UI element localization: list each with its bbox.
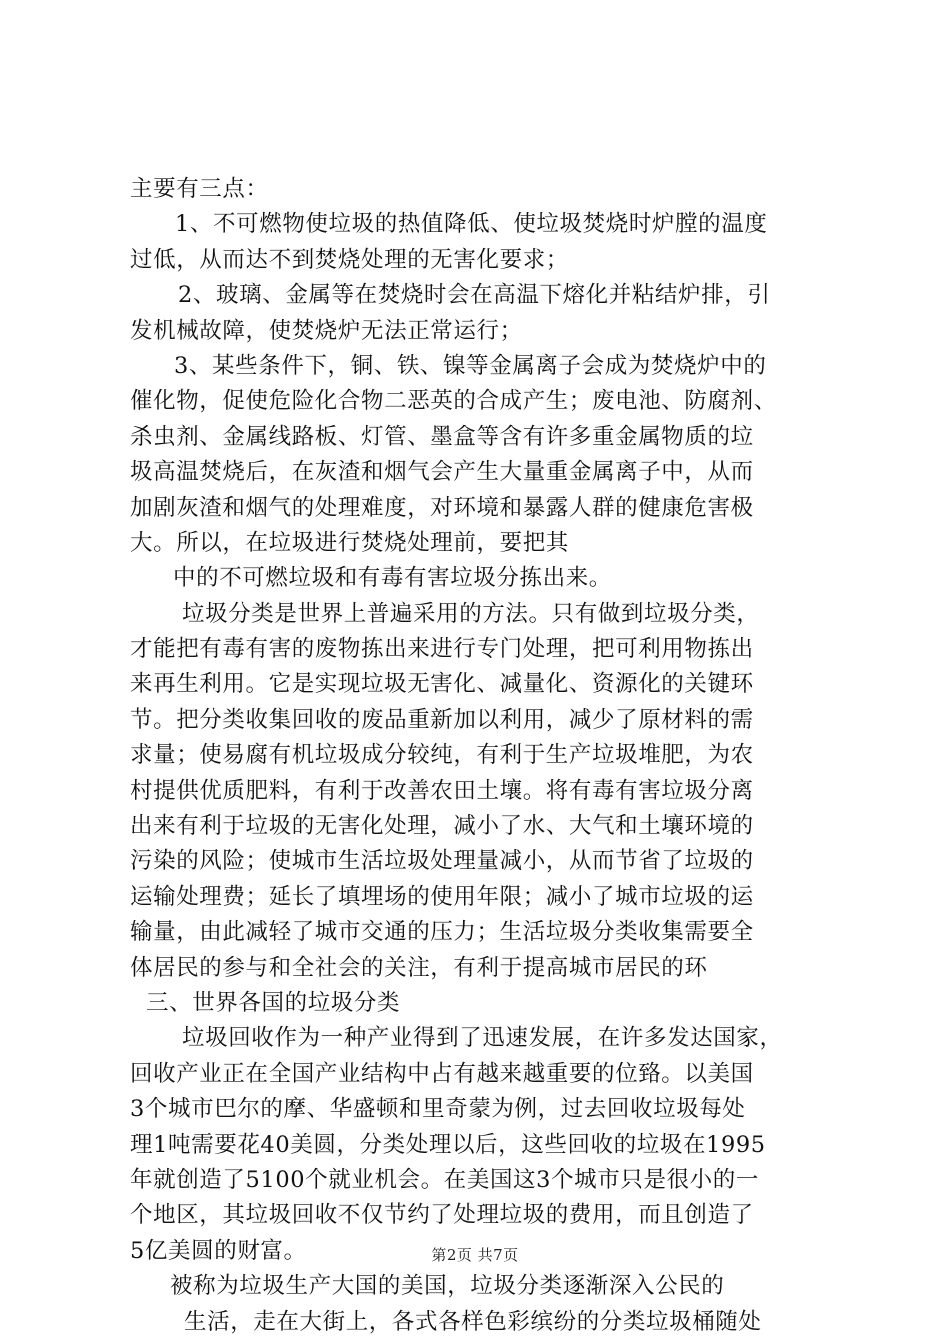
text-line: 出来有利于垃圾的无害化处理，减小了水、大气和土壤环境的 [130, 813, 754, 840]
text-line: 加剧灰渣和烟气的处理难度，对环境和暴露人群的健康危害极 [130, 494, 754, 521]
body-text [130, 172, 830, 1340]
text-line: 村提供优质肥料，有利于改善农田土壤。将有毒有害垃圾分离 [130, 777, 754, 804]
text-line: 回收产业正在全国产业结构中占有越来越重要的位臵。以美国 [130, 1060, 754, 1087]
text-line: 3、某些条件下，铜、铁、镍等金属离子会成为焚烧炉中的 [174, 352, 767, 379]
text-line: 输量，由此减轻了城市交通的压力；生活垃圾分类收集需要全 [130, 919, 754, 946]
text-line: 1、不可燃物使垃圾的热值降低、使垃圾焚烧时炉膛的温度 [175, 211, 768, 238]
text-line: 求量；使易腐有机垃圾成分较纯，有利于生产垃圾堆肥，为农 [130, 742, 754, 769]
text-line: 污染的风险；使城市生活垃圾处理量减小，从而节省了垃圾的 [130, 848, 754, 875]
text-line: 杀虫剂、金属线路板、灯管、墨盒等含有许多重金属物质的垃 [130, 423, 754, 450]
text-line: 理1吨需要花40美圆，分类处理以后，这些回收的垃圾在1995 [130, 1131, 766, 1158]
text-line: 过低，从而达不到焚烧处理的无害化要求； [130, 246, 569, 273]
text-line: 2、玻璃、金属等在焚烧时会在高温下熔化并粘结炉排，引 [178, 282, 771, 309]
text-line: 主要有三点： [130, 176, 269, 202]
text-line: 大。所以，在垃圾进行焚烧处理前，要把其 [130, 529, 569, 556]
text-line: 运输处理费；延长了填埋场的使用年限；减小了城市垃圾的运 [130, 883, 754, 910]
text-line: 发机械故障，使焚烧炉无法正常运行； [130, 317, 523, 344]
text-line: 才能把有毒有害的废物拣出来进行专门处理，把可利用物拣出 [130, 636, 754, 663]
text-line: 生活，走在大街上，各式各样色彩缤纷的分类垃圾桶随处 [184, 1308, 762, 1335]
text-line: 被称为垃圾生产大国的美国，垃圾分类逐渐深入公民的 [170, 1273, 725, 1300]
text-line: 来再生利用。它是实现垃圾无害化、减量化、资源化的关键环 [130, 671, 754, 698]
text-line: 垃圾分类是世界上普遍采用的方法。只有做到垃圾分类， [182, 600, 760, 627]
text-line: 圾高温焚烧后，在灰渣和烟气会产生大量重金属离子中，从而 [130, 459, 754, 486]
text-line: 个地区，其垃圾回收不仅节约了处理垃圾的费用，而且创造了 [130, 1202, 754, 1229]
text-line: 节。把分类收集回收的废品重新加以利用，减少了原材料的需 [130, 706, 754, 733]
text-line: 垃圾回收作为一种产业得到了迅速发展，在许多发达国家， [182, 1025, 783, 1052]
text-line: 体居民的参与和全社会的关注，有利于提高城市居民的环 [130, 954, 708, 981]
text-line: 5亿美圆的财富。 [130, 1237, 307, 1264]
text-line: 中的不可燃垃圾和有毒有害垃圾分拣出来。 [173, 565, 612, 592]
text-line: 3个城市巴尔的摩、华盛顿和里奇蒙为例，过去回收垃圾每处 [130, 1096, 746, 1123]
text-line: 年就创造了5100个就业机会。在美国这3个城市只是很小的一 [130, 1166, 759, 1193]
section-heading: 三、世界各国的垃圾分类 [146, 989, 401, 1016]
text-line: 催化物，促使危险化合物二恶英的合成产生；废电池、防腐剂、 [130, 388, 777, 415]
page-number-footer: 第2页 共7页 [431, 1246, 519, 1264]
